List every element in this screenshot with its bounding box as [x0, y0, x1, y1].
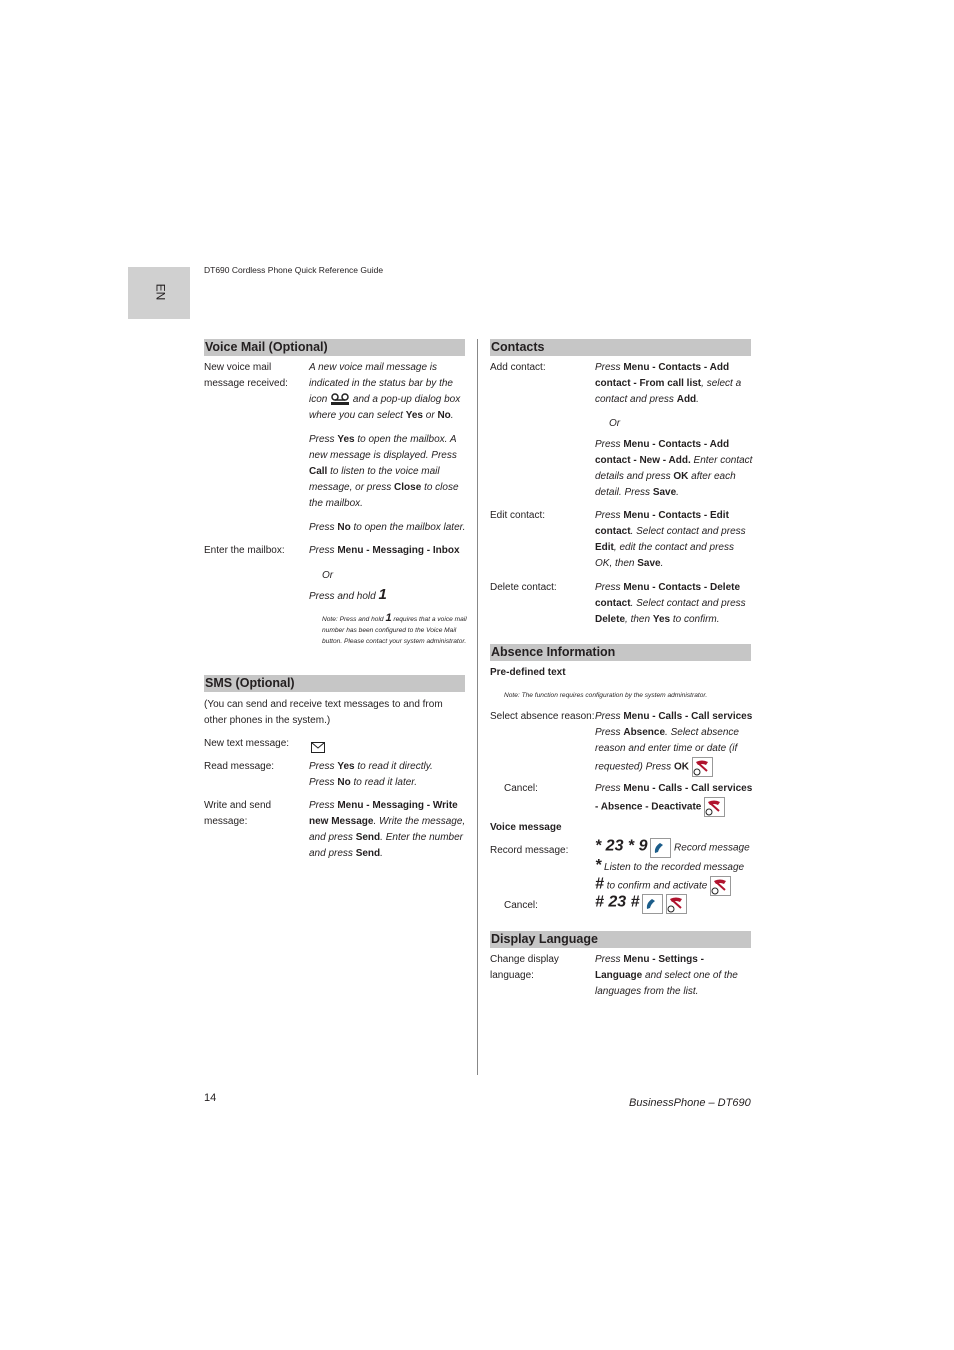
column-divider	[477, 339, 478, 1075]
add-contact-desc-2: Press Menu - Contacts - Add contact - New - Add. Enter contact details and press OK after each detail. Press Save.	[595, 439, 753, 498]
delete-contact-label: Delete contact:	[490, 582, 557, 593]
absence-note: Note: The function requires configuration by the system administrator.	[504, 692, 708, 699]
language-tab	[128, 267, 190, 319]
mailbox-later-desc: Press No to open the mailbox later.	[309, 522, 466, 533]
select-absence-label: Select absence reason:	[490, 711, 595, 722]
cancel-record-label: Cancel:	[504, 900, 538, 911]
call-icon	[650, 838, 671, 858]
add-contact-label: Add contact:	[490, 362, 546, 373]
cancel-absence-label: Cancel:	[504, 783, 538, 794]
end-call-icon	[666, 894, 687, 914]
delete-contact-desc: Press Menu - Contacts - Delete contact. Select contact and press Delete, then Yes to confirm.	[595, 582, 746, 625]
sms-heading: SMS (Optional)	[204, 675, 465, 692]
write-send-label: Write and send message:	[204, 800, 272, 827]
enter-mailbox-desc: Press Menu - Messaging - Inbox	[309, 545, 460, 556]
record-message-desc: * 23 * 9 Record message * Listen to the recorded message # to confirm and activate	[595, 838, 755, 896]
read-message-desc: Press Yes to read it directly. Press No to read it later.	[309, 761, 433, 788]
edit-contact-desc: Press Menu - Contacts - Edit contact. Select contact and press Edit, edit the contact and press OK, then Save.	[595, 510, 746, 569]
change-language-desc: Press Menu - Settings - Language and select one of the languages from the list.	[595, 954, 738, 997]
new-text-label: New text message:	[204, 738, 290, 749]
envelope-icon	[311, 742, 325, 753]
write-send-desc: Press Menu - Messaging - Write new Message. Write the message, and press Send. Enter the number and press Send.	[309, 800, 466, 859]
cancel-record-desc: # 23 #	[595, 894, 755, 914]
display-language-heading: Display Language	[490, 931, 751, 948]
cancel-absence-desc: Press Menu - Calls - Call services - Absence - Deactivate	[595, 781, 753, 817]
language-tab-label: EN	[153, 283, 168, 301]
edit-contact-label: Edit contact:	[490, 510, 546, 521]
press-hold-text: Press and hold 1	[309, 586, 387, 603]
select-absence-desc: Press Menu - Calls - Call services Press Absence. Select absence reason and enter time or date (if requested) Press OK	[595, 709, 753, 777]
or-text-2: Or	[609, 418, 621, 429]
end-call-icon	[710, 876, 731, 896]
new-voicemail-desc: A new voice mail message is indicated in the status bar by the icon and a pop-up dialog box where you can select Yes or No.	[309, 362, 461, 421]
guide-title: DT690 Cordless Phone Quick Reference Guide	[204, 265, 384, 275]
contacts-heading: Contacts	[490, 339, 751, 356]
call-icon	[642, 894, 663, 914]
end-call-icon	[704, 797, 725, 817]
change-language-label: Change display language:	[490, 954, 559, 981]
voicemail-heading: Voice Mail (Optional)	[204, 339, 465, 356]
record-message-label: Record message:	[490, 845, 569, 856]
voice-message-heading: Voice message	[490, 822, 562, 833]
page-number: 14	[204, 1092, 217, 1104]
add-contact-desc-1: Press Menu - Contacts - Add contact - From call list, select a contact and press Add.	[595, 362, 742, 405]
read-message-label: Read message:	[204, 761, 275, 772]
end-call-icon	[692, 757, 713, 777]
mailbox-open-desc: Press Yes to open the mailbox. A new message is displayed. Press Call to listen to the voice mail message, or press Close to close the mailbox.	[309, 434, 459, 509]
voicemail-icon	[330, 392, 350, 406]
new-voicemail-label: New voice mail message received:	[204, 362, 288, 389]
enter-mailbox-label: Enter the mailbox:	[204, 545, 285, 556]
sms-intro: (You can send and receive text messages to and from other phones in the system.)	[204, 699, 443, 726]
absence-heading: Absence Information	[490, 644, 751, 661]
footer-product: BusinessPhone – DT690	[629, 1097, 751, 1109]
predefined-text-heading: Pre-defined text	[490, 667, 566, 678]
voicemail-note: Note: Press and hold 1 requires that a voice mail number has been configured to the Voice Mail button. Please contact your system administrator.	[322, 612, 467, 645]
or-text: Or	[322, 570, 334, 581]
